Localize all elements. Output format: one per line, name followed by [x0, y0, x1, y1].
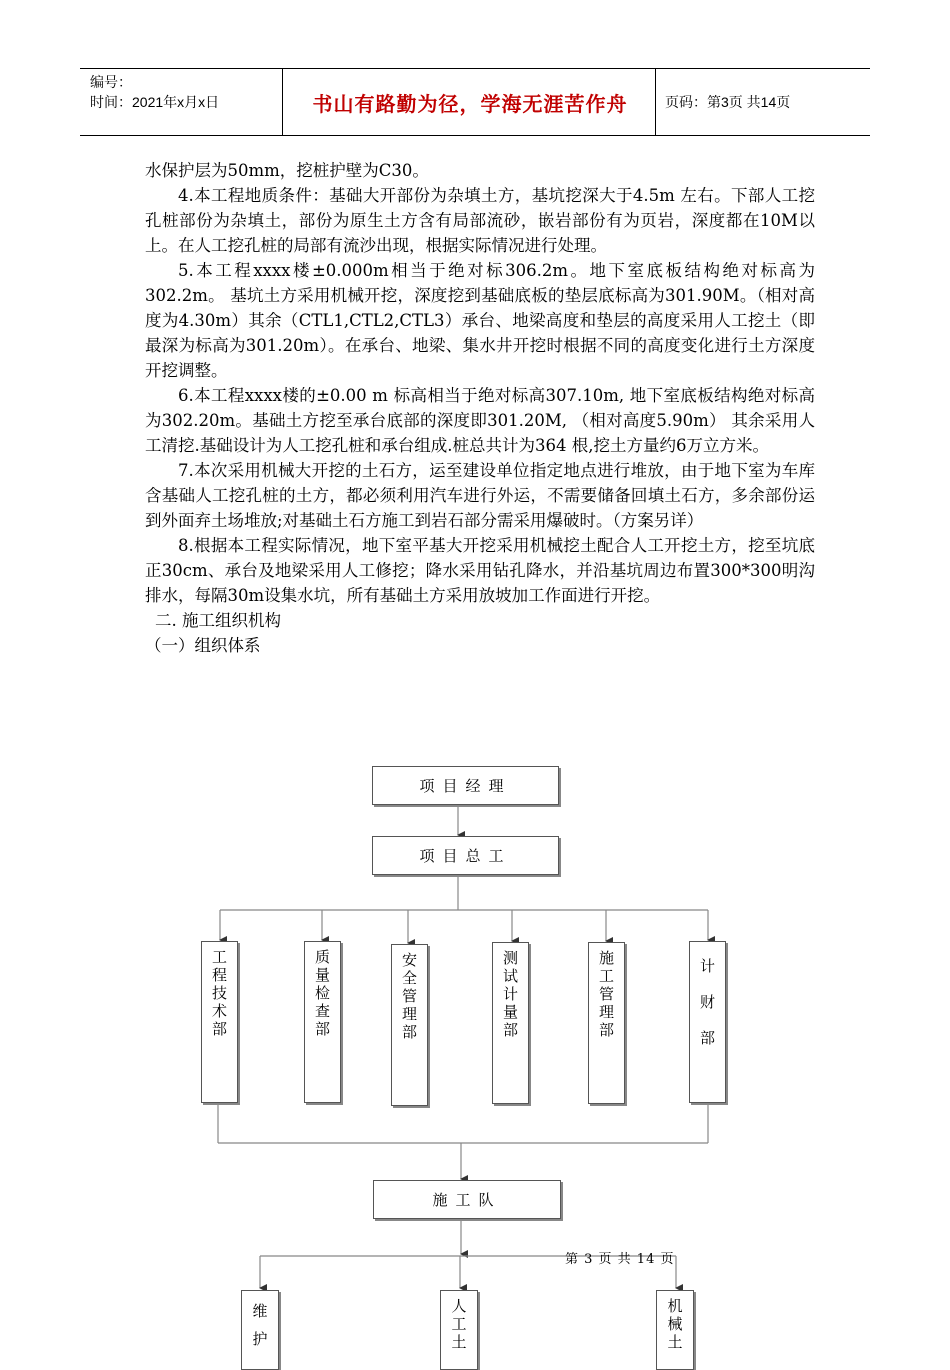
org-node-team-unit: [656, 1290, 694, 1370]
department-label: 安全管理部: [401, 951, 417, 1041]
department-label: 测试计量部: [502, 949, 518, 1039]
header-meta: [90, 72, 219, 112]
document-number: 编号：: [90, 74, 132, 90]
department-label: 工程技术部: [211, 948, 227, 1038]
org-chart: [0, 760, 950, 1351]
header-motto: 书山有路勤为径，学海无涯苦作舟: [312, 91, 628, 116]
header-page-number: 页码：第3页 共14页: [665, 94, 791, 110]
team-unit-label: 人工土: [451, 1297, 467, 1351]
org-node-department: [201, 941, 238, 1103]
department-label: 计财部: [699, 957, 715, 1047]
org-node-department: [689, 941, 726, 1103]
department-label: 质量检查部: [314, 948, 330, 1038]
org-node-chief-engineer: 项目总工: [372, 836, 559, 875]
org-node-project-manager: 项目经理: [372, 766, 559, 805]
header-divider: [282, 68, 283, 136]
paragraph: 6.本工程xxxx楼的±0.00 m 标高相当于绝对标高307.10m, 地下室底板结构绝对标高为302.20m。基础土方挖至承台底部的深度即301.20M, （相对高度5.90m） 其余采用人工清挖.基础设计为人工挖孔桩和承台组成.桩总共计为364 根,挖土方量约6万立方米。: [145, 386, 815, 455]
team-unit-label: 机械土: [667, 1297, 683, 1351]
paragraph: 水保护层为50mm，挖桩护壁为C30。: [145, 161, 429, 180]
document-date: 时间：2021年x月x日: [90, 94, 220, 110]
org-node-department: [492, 942, 529, 1104]
paragraph: 8.根据本工程实际情况，地下室平基大开挖采用机械挖土配合人工开挖土方，挖至坑底正30cm、承台及地梁采用人工修挖；降水采用钻孔降水，并沿基坑周边布置300*300明沟排水，每隔30m设集水坑，所有基础土方采用放坡加工作面进行开挖。: [145, 536, 815, 605]
team-unit-label: 维护: [252, 1302, 268, 1348]
page-header: [80, 68, 870, 136]
org-node-department: [391, 944, 428, 1106]
paragraph: 4.本工程地质条件：基础大开部份为杂填土方，基坑挖深大于4.5m 左右。下部人工挖孔桩部份为杂填土，部份为原生土方含有局部流砂，嵌岩部份有为页岩，深度都在10M以上。在人工挖孔桩的局部有流沙出现，根据实际情况进行处理。: [145, 186, 815, 255]
org-node-team-unit: [241, 1290, 279, 1370]
paragraph: 5.本工程xxxx楼±0.000m相当于绝对标306.2m。地下室底板结构绝对标高为302.2m。 基坑土方采用机械开挖，深度挖到基础底板的垫层底标高为301.90M。（相对高度为4.30m）其余（CTL1,CTL2,CTL3）承台、地梁高度和垫层的高度采用人工挖土（即最深为标高为301.20m）。在承台、地梁、集水井开挖时根据不同的高度变化进行土方深度开挖调整。: [145, 261, 815, 380]
sub-heading: （一）组织体系: [145, 636, 261, 655]
paragraph: 7.本次采用机械大开挖的土石方，运至建设单位指定地点进行堆放，由于地下室为车库含基础人工挖孔桩的土方，都必须利用汽车进行外运，不需要储备回填土石方，多余部份运到外面弃土场堆放;对基础土石方施工到岩石部分需采用爆破时。（方案另详）: [145, 461, 815, 530]
org-node-construction-team: 施工队: [373, 1180, 561, 1219]
document-body: [145, 158, 815, 658]
section-heading: 二. 施工组织机构: [155, 611, 281, 630]
page-footer: 第 3 页 共 14 页: [565, 1252, 675, 1267]
org-node-department: [588, 942, 625, 1104]
header-divider: [655, 68, 656, 136]
org-node-department: [304, 941, 341, 1103]
department-label: 施工管理部: [598, 949, 614, 1039]
org-node-team-unit: [440, 1290, 478, 1370]
